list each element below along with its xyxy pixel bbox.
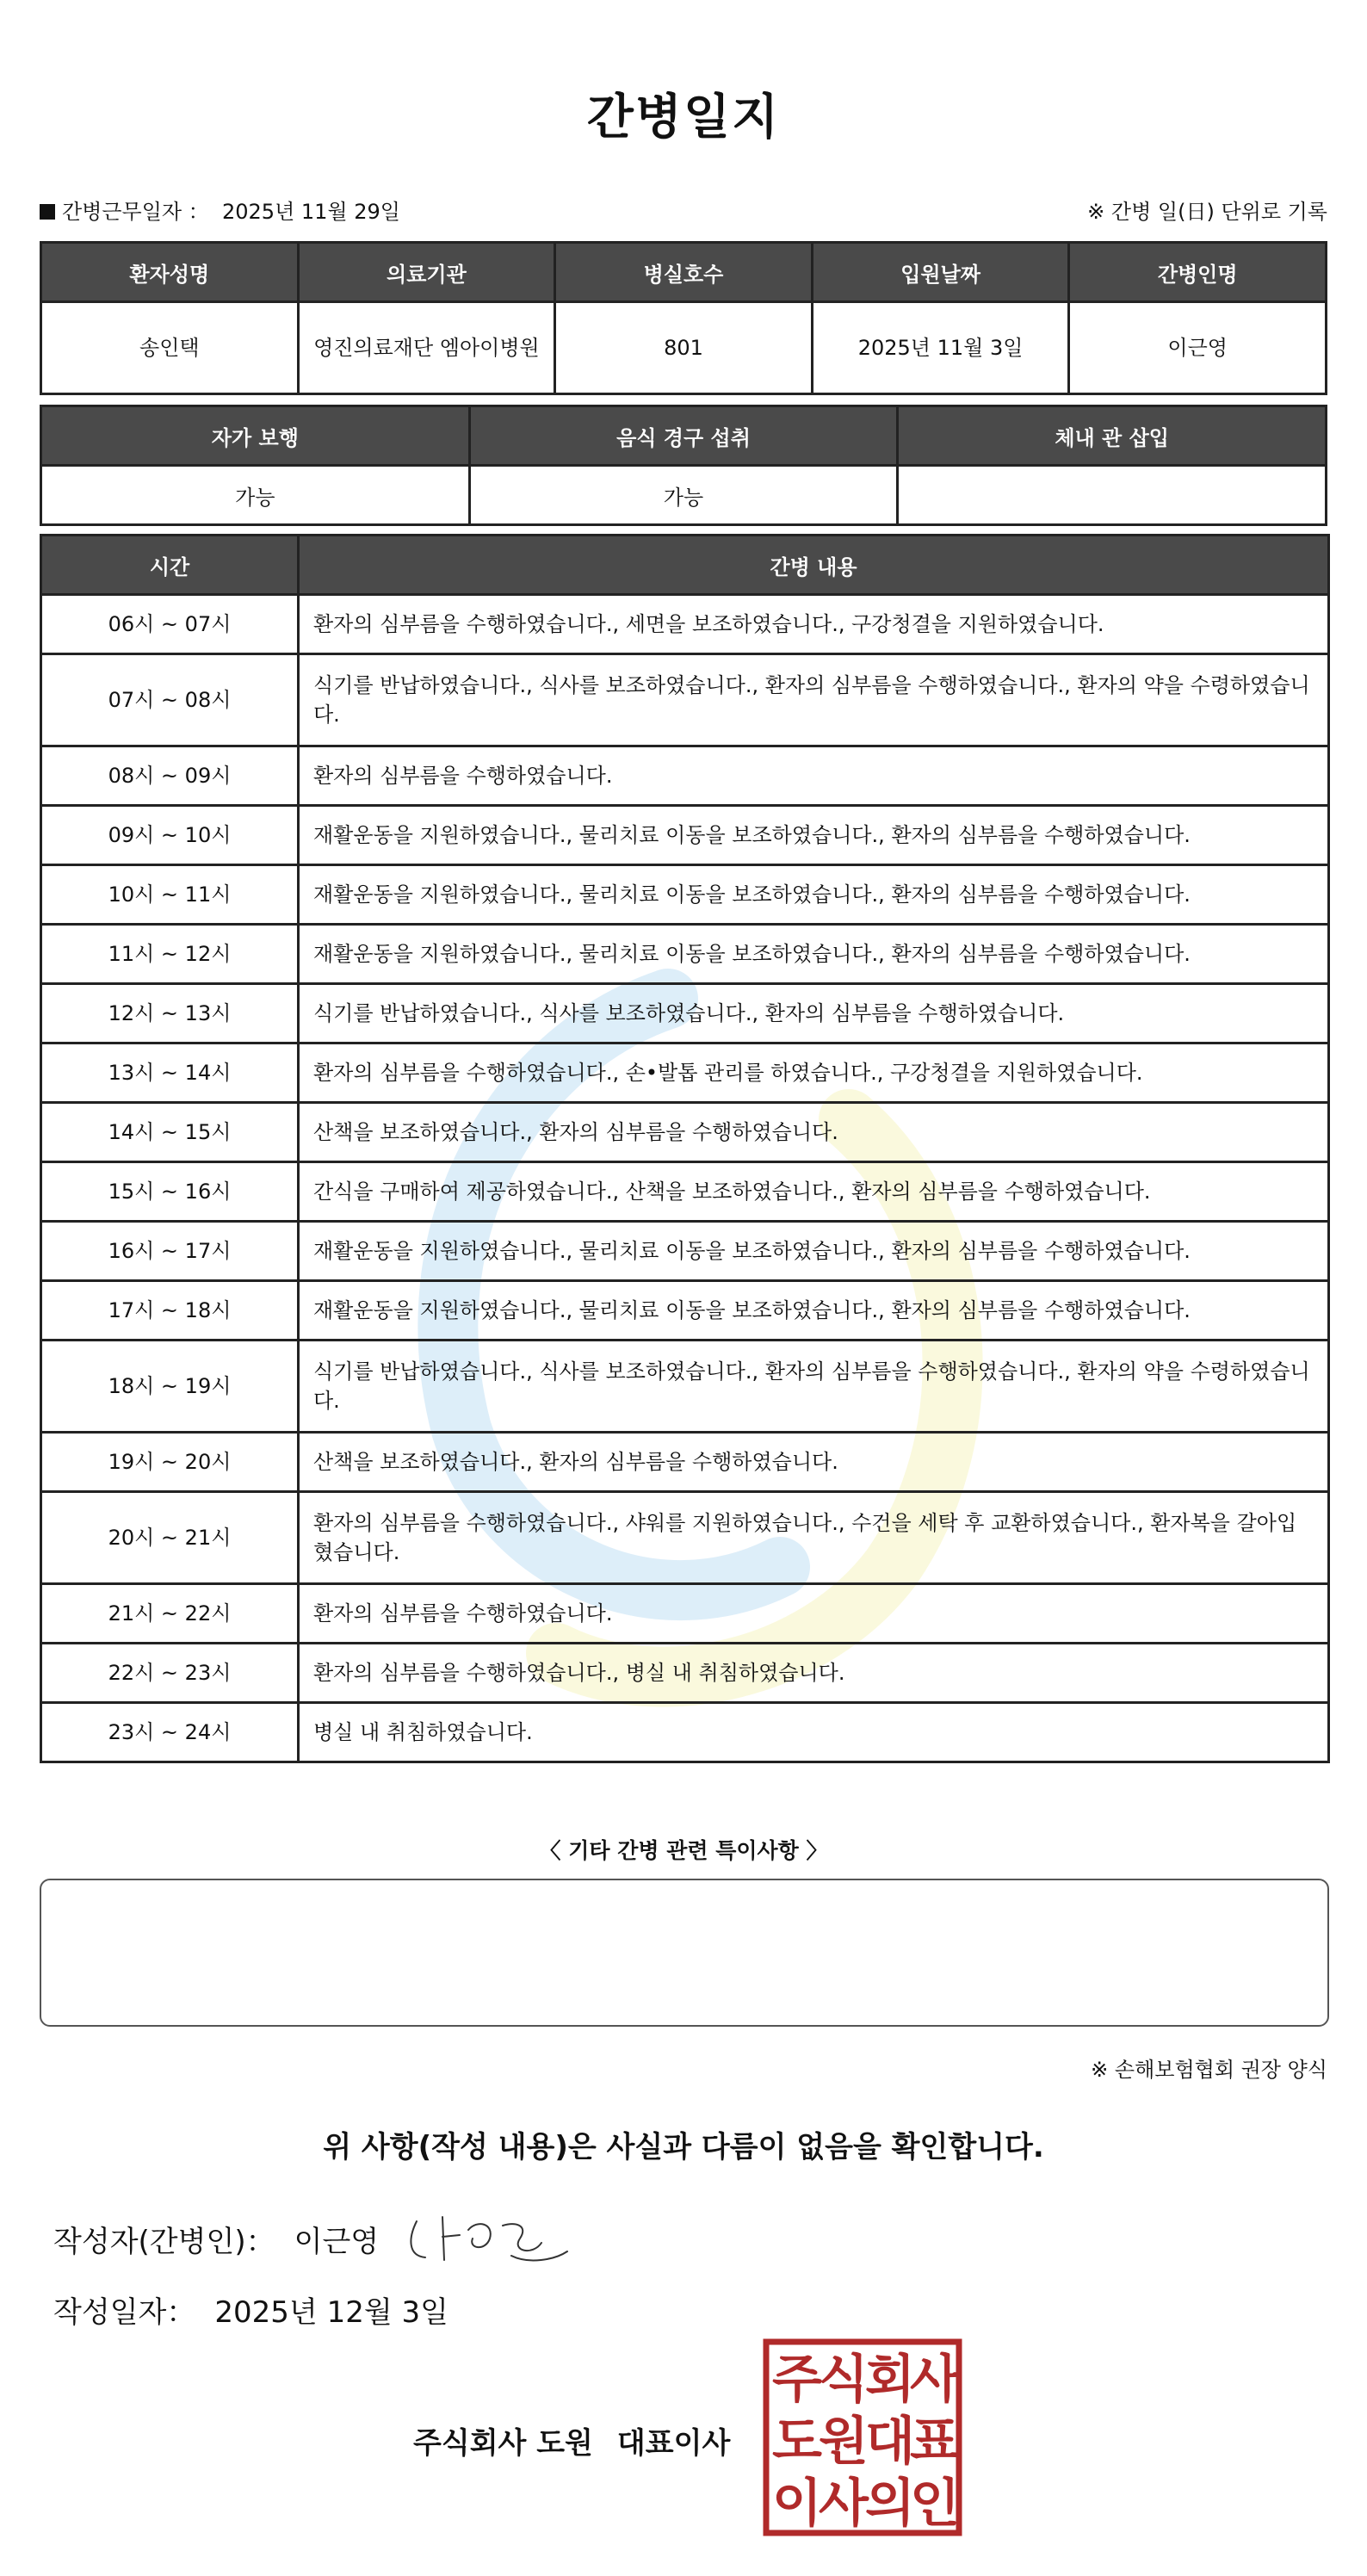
header-patient-name: 환자성명 [41,243,299,302]
remarks-box [40,1879,1329,2027]
svg-text:사: 사 [819,2474,869,2534]
svg-text:인: 인 [910,2474,960,2534]
company-line [413,2419,730,2461]
square-bullet-icon [40,204,55,220]
handwritten-signature [382,2204,589,2273]
content-cell: 환자의 심부름을 수행하였습니다., 손•발톱 관리를 하였습니다., 구강청결을 지원하였습니다. [299,1043,1329,1103]
content-cell: 산책을 보조하였습니다., 환자의 심부름을 수행하였습니다. [299,1433,1329,1492]
svg-text:주: 주 [772,2350,822,2410]
writer-name: 이근영 [294,2225,380,2259]
svg-text:식: 식 [819,2350,869,2410]
time-cell: 12시 ~ 13시 [41,984,299,1043]
svg-text:표: 표 [910,2412,960,2472]
content-cell: 환자의 심부름을 수행하였습니다., 샤워를 지원하였습니다., 수건을 세탁 후 교환하였습니다., 환자복을 갈아입혔습니다. [299,1492,1329,1584]
table-header-row [41,536,1329,595]
patient-info-table [40,241,1327,395]
written-date-line [53,2288,448,2331]
table-row [41,1492,1329,1584]
content-cell: 간식을 구매하여 제공하였습니다., 산책을 보조하였습니다., 환자의 심부름을 수행하였습니다. [299,1162,1329,1222]
content-cell: 병실 내 취침하였습니다. [299,1703,1329,1762]
table-row [41,1162,1329,1222]
table-row [41,865,1329,925]
table-row [41,1103,1329,1162]
time-cell: 16시 ~ 17시 [41,1222,299,1281]
table-row [41,1584,1329,1644]
work-date [40,195,400,225]
confirmation-statement: 위 사항(작성 내용)은 사실과 다름이 없음을 확인합니다. [323,2130,1044,2164]
representative-title: 대표이사 [616,2426,731,2461]
table-row [41,1281,1329,1341]
time-cell: 21시 ~ 22시 [41,1584,299,1644]
header-caregiver-name: 간병인명 [1069,243,1327,302]
content-cell: 환자의 심부름을 수행하였습니다., 병실 내 취침하였습니다. [299,1644,1329,1703]
work-date-value: 2025년 11월 29일 [222,200,400,224]
table-row [41,1433,1329,1492]
svg-text:의: 의 [865,2474,915,2534]
content-cell: 재활운동을 지원하였습니다., 물리치료 이동을 보조하였습니다., 환자의 심부름을 수행하였습니다. [299,865,1329,925]
self-walking-value: 가능 [41,466,470,525]
care-log-table [40,534,1330,1763]
table-row [41,595,1329,654]
meta-row [40,195,1327,229]
page-title: 간병일지 [586,90,781,146]
content-cell: 환자의 심부름을 수행하였습니다., 세면을 보조하였습니다., 구강청결을 지원하였습니다. [299,595,1329,654]
header-admission-date: 입원날짜 [812,243,1069,302]
time-cell: 19시 ~ 20시 [41,1433,299,1492]
svg-text:원: 원 [819,2412,869,2472]
content-cell: 식기를 반납하였습니다., 식사를 보조하였습니다., 환자의 심부름을 수행하였습니다., 환자의 약을 수령하였습니다. [299,1341,1329,1433]
svg-text:대: 대 [865,2412,915,2472]
hospital-name: 영진의료재단 엠아이병원 [298,302,555,394]
oral-intake-value: 가능 [469,466,898,525]
patient-name: 송인택 [41,302,299,394]
time-cell: 10시 ~ 11시 [41,865,299,925]
header-oral-intake: 음식 경구 섭취 [469,406,898,466]
writer-label: 작성자(간병인)： [53,2225,275,2259]
table-row [41,1341,1329,1433]
table-row [41,1043,1329,1103]
svg-text:사: 사 [910,2350,960,2410]
table-row [41,925,1329,984]
time-cell: 08시 ~ 09시 [41,746,299,806]
table-row [41,1222,1329,1281]
company-seal-stamp [763,2338,962,2536]
care-log-page [40,0,1327,2576]
header-time: 시간 [41,536,299,595]
patient-ability-table [40,405,1327,526]
content-cell: 식기를 반납하였습니다., 식사를 보조하였습니다., 환자의 심부름을 수행하였습니다., 환자의 약을 수령하였습니다. [299,654,1329,746]
insurance-form-note: ※ 손해보험협회 권장 양식 [1091,2058,1327,2082]
admission-date: 2025년 11월 3일 [812,302,1069,394]
time-cell: 18시 ~ 19시 [41,1341,299,1433]
content-cell: 재활운동을 지원하였습니다., 물리치료 이동을 보조하였습니다., 환자의 심부름을 수행하였습니다. [299,1281,1329,1341]
table-header-row [41,406,1327,466]
table-row [41,1644,1329,1703]
table-row [41,302,1327,394]
header-care-content: 간병 내용 [299,536,1329,595]
table-row [41,654,1329,746]
time-cell: 11시 ~ 12시 [41,925,299,984]
table-row [41,806,1329,865]
table-row [41,984,1329,1043]
time-cell: 17시 ~ 18시 [41,1281,299,1341]
header-room-number: 병실호수 [555,243,813,302]
remarks-title: 〈 기타 간병 관련 특이사항 〉 [539,1838,828,1863]
content-cell: 재활운동을 지원하였습니다., 물리치료 이동을 보조하였습니다., 환자의 심부름을 수행하였습니다. [299,1222,1329,1281]
table-row [41,746,1329,806]
written-date-label: 작성일자： [53,2295,196,2330]
time-cell: 06시 ~ 07시 [41,595,299,654]
header-hospital: 의료기관 [298,243,555,302]
svg-text:도: 도 [772,2412,822,2472]
writer-line [53,2218,379,2260]
time-cell: 13시 ~ 14시 [41,1043,299,1103]
table-row [41,466,1327,525]
header-self-walking: 자가 보행 [41,406,470,466]
time-cell: 20시 ~ 21시 [41,1492,299,1584]
svg-text:이: 이 [772,2474,822,2534]
daily-record-note: ※ 간병 일(日) 단위로 기록 [1087,200,1327,224]
time-cell: 23시 ~ 24시 [41,1703,299,1762]
content-cell: 식기를 반납하였습니다., 식사를 보조하였습니다., 환자의 심부름을 수행하였습니다. [299,984,1329,1043]
svg-text:회: 회 [865,2350,915,2410]
time-cell: 22시 ~ 23시 [41,1644,299,1703]
company-name: 주식회사 도원 [413,2426,593,2461]
table-header-row [41,243,1327,302]
table-row [41,1703,1329,1762]
header-tube-insertion: 체내 관 삽입 [898,406,1327,466]
content-cell: 재활운동을 지원하였습니다., 물리치료 이동을 보조하였습니다., 환자의 심부름을 수행하였습니다. [299,925,1329,984]
time-cell: 14시 ~ 15시 [41,1103,299,1162]
content-cell: 산책을 보조하였습니다., 환자의 심부름을 수행하였습니다. [299,1103,1329,1162]
time-cell: 15시 ~ 16시 [41,1162,299,1222]
time-cell: 09시 ~ 10시 [41,806,299,865]
content-cell: 환자의 심부름을 수행하였습니다. [299,746,1329,806]
caregiver-name: 이근영 [1069,302,1327,394]
work-date-label: 간병근무일자 ： [62,200,209,224]
written-date-value: 2025년 12월 3일 [214,2295,448,2330]
content-cell: 재활운동을 지원하였습니다., 물리치료 이동을 보조하였습니다., 환자의 심부름을 수행하였습니다. [299,806,1329,865]
content-cell: 환자의 심부름을 수행하였습니다. [299,1584,1329,1644]
room-number: 801 [555,302,813,394]
tube-insertion-value [898,466,1327,525]
time-cell: 07시 ~ 08시 [41,654,299,746]
